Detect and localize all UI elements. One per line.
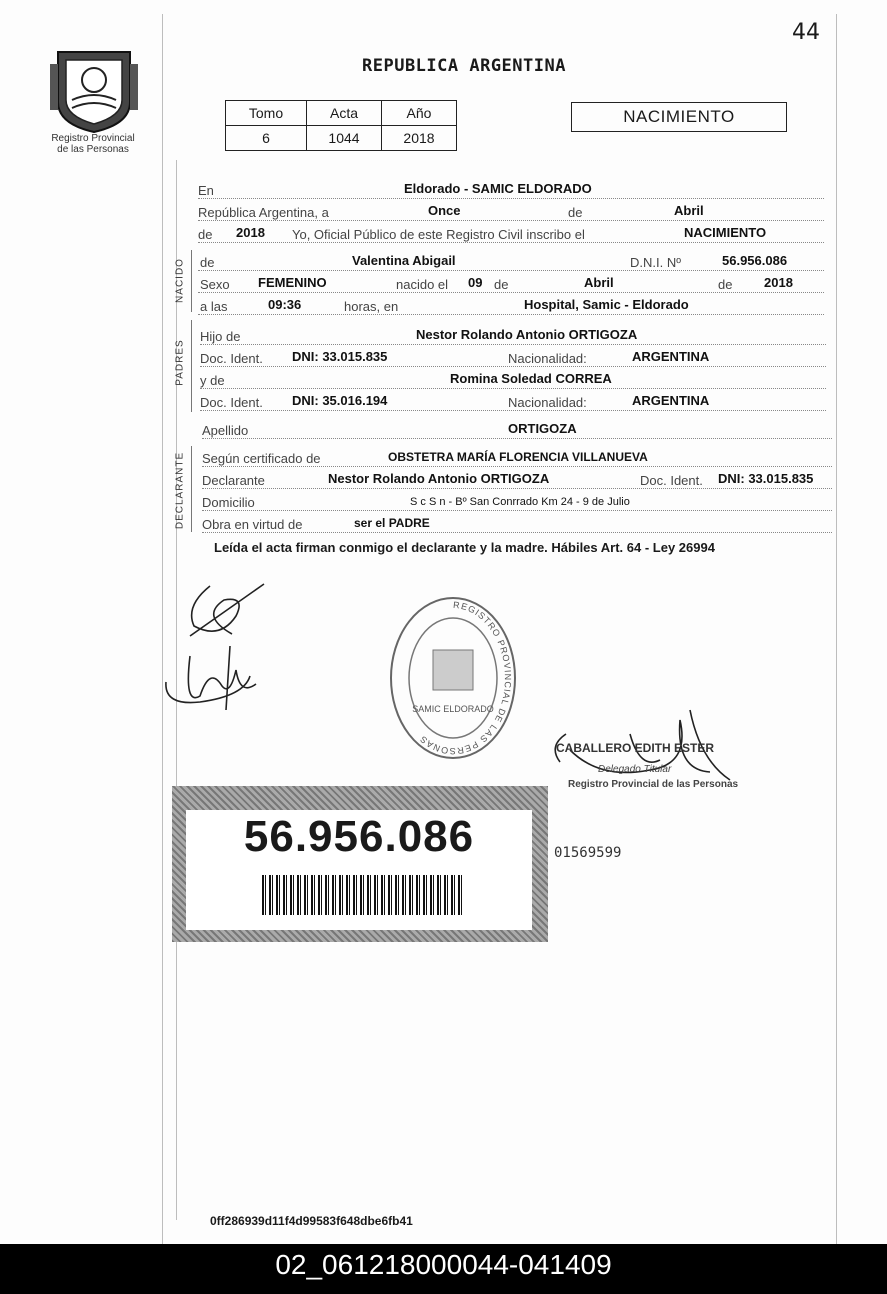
barcode [262,875,462,915]
surname-row [202,420,832,439]
sex-row [198,274,824,293]
father-nationality: ARGENTINA [632,349,710,364]
birth-place: Hospital, Samic - Eldorado [524,297,689,312]
institution-caption: Registro Provincial de las Personas [51,133,135,155]
padres-divider [191,320,192,412]
mother-nationality: ARGENTINA [632,393,710,408]
newborn-name: Valentina Abigail [352,253,456,268]
year-row [198,224,824,243]
stamp-text: REGISTRO PROVINCIAL DE LAS PERSONAS [417,599,513,757]
place-label: En [198,183,214,198]
birth-time: 09:36 [268,297,302,312]
alas-label: a las [200,299,228,314]
cert-value: OBSTETRA MARÍA FLORENCIA VILLANUEVA [388,450,648,464]
page-number: 44 [792,20,820,45]
obra-value: ser el PADRE [354,516,430,530]
mother-doc-label: Doc. Ident. [200,395,263,410]
mother-row [200,370,826,389]
birth-day: 09 [468,275,483,290]
footer-id-bar: 02_061218000044-041409 [0,1244,887,1294]
newborn-dni: 56.956.086 [722,253,788,268]
declarant-name: Nestor Rolando Antonio ORTIGOZA [328,471,550,486]
tomo-header: Tomo [226,101,307,126]
newborn-sex: FEMENINO [258,275,327,290]
father-name: Nestor Rolando Antonio ORTIGOZA [416,327,638,342]
mother-nat-label: Nacionalidad: [508,395,587,410]
father-nat-label: Nacionalidad: [508,351,587,366]
address-value: S c S n - Bº San Conrrado Km 24 - 9 de Julio [410,496,630,508]
ydel-label: y de [200,373,225,388]
acta-header: Acta [307,101,382,126]
date-de-label: de [568,205,583,220]
date-row [198,202,824,221]
year-value: 2018 [236,225,265,240]
sticker-number: 56.956.086 [243,812,475,861]
date-month: Abril [674,203,704,218]
anio-value: 2018 [382,126,457,151]
birth-de1-label: de [494,277,509,292]
declarant-doc-label: Doc. Ident. [640,473,703,488]
obra-label: Obra en virtud de [202,517,303,532]
father-row [200,326,826,345]
place-value: Eldorado - SAMIC ELDORADO [404,181,592,196]
address-label: Domicilio [202,495,255,510]
father-doc-label: Doc. Ident. [200,351,263,366]
address-row [202,492,832,511]
province-seal [48,44,140,139]
official-stamp [386,594,520,762]
newborn-name-row [198,252,824,271]
declarant-label: Declarante [202,473,265,488]
record-table [225,100,457,151]
officer-registry: Registro Provincial de las Personas [568,779,739,790]
father-doc: DNI: 33.015.835 [292,349,388,364]
section-declarante: DECLARANTE [174,451,186,530]
year-type: NACIMIENTO [684,225,767,240]
cert-label: Según certificado de [202,451,321,466]
father-doc-row [200,348,826,367]
record-type-box: NACIMIENTO [571,102,787,132]
newborn-de-label: de [200,255,215,270]
date-day: Once [428,203,461,218]
officer-name: CABALLERO EDITH ESTER [556,741,715,755]
declarant-row [202,470,832,489]
left-margin-line [162,14,163,1244]
nacido-divider [191,250,192,312]
mother-signature [160,636,270,716]
document-title: REPUBLICA ARGENTINA [362,56,566,76]
acta-value: 1044 [307,126,382,151]
birth-de2-label: de [718,277,733,292]
date-label: República Argentina, a [198,205,329,220]
legal-note: Leída el acta firman conmigo el declarante y la madre. Hábiles Art. 64 - Ley 26994 [214,540,715,555]
birth-month: Abril [584,275,614,290]
horas-label: horas, en [344,299,399,314]
nacido-label: nacido el [396,277,449,292]
officer-role: Delegado Titular [598,764,672,775]
year-text: Yo, Oficial Público de este Registro Civil inscribo el [292,227,585,242]
mother-name: Romina Soledad CORREA [450,371,612,386]
document-hash: 0ff286939d11f4d99583f648dbe6fb41 [210,1214,413,1228]
place-row [198,180,824,199]
cert-row [202,448,832,467]
mother-doc-row [200,392,826,411]
declarante-divider [191,446,192,532]
tomo-value: 6 [226,126,307,151]
anio-header: Año [382,101,457,126]
time-row [198,296,824,315]
section-padres: PADRES [174,339,186,386]
dni-label: D.N.I. Nº [630,255,681,270]
surname-label: Apellido [202,423,249,438]
birth-year: 2018 [764,275,793,290]
surname-value: ORTIGOZA [508,421,577,436]
serial-number: 01569599 [554,845,622,861]
sexo-label: Sexo [200,277,230,292]
mother-doc: DNI: 35.016.194 [292,393,388,408]
right-margin-line [836,14,837,1244]
seal-icon [48,44,140,134]
section-nacido: NACIDO [174,258,186,303]
obra-row [202,514,832,533]
stamp-place: SAMIC ELDORADO [412,704,494,714]
year-de-label: de [198,227,213,242]
hijo-label: Hijo de [200,329,241,344]
declarant-doc: DNI: 33.015.835 [718,471,814,486]
